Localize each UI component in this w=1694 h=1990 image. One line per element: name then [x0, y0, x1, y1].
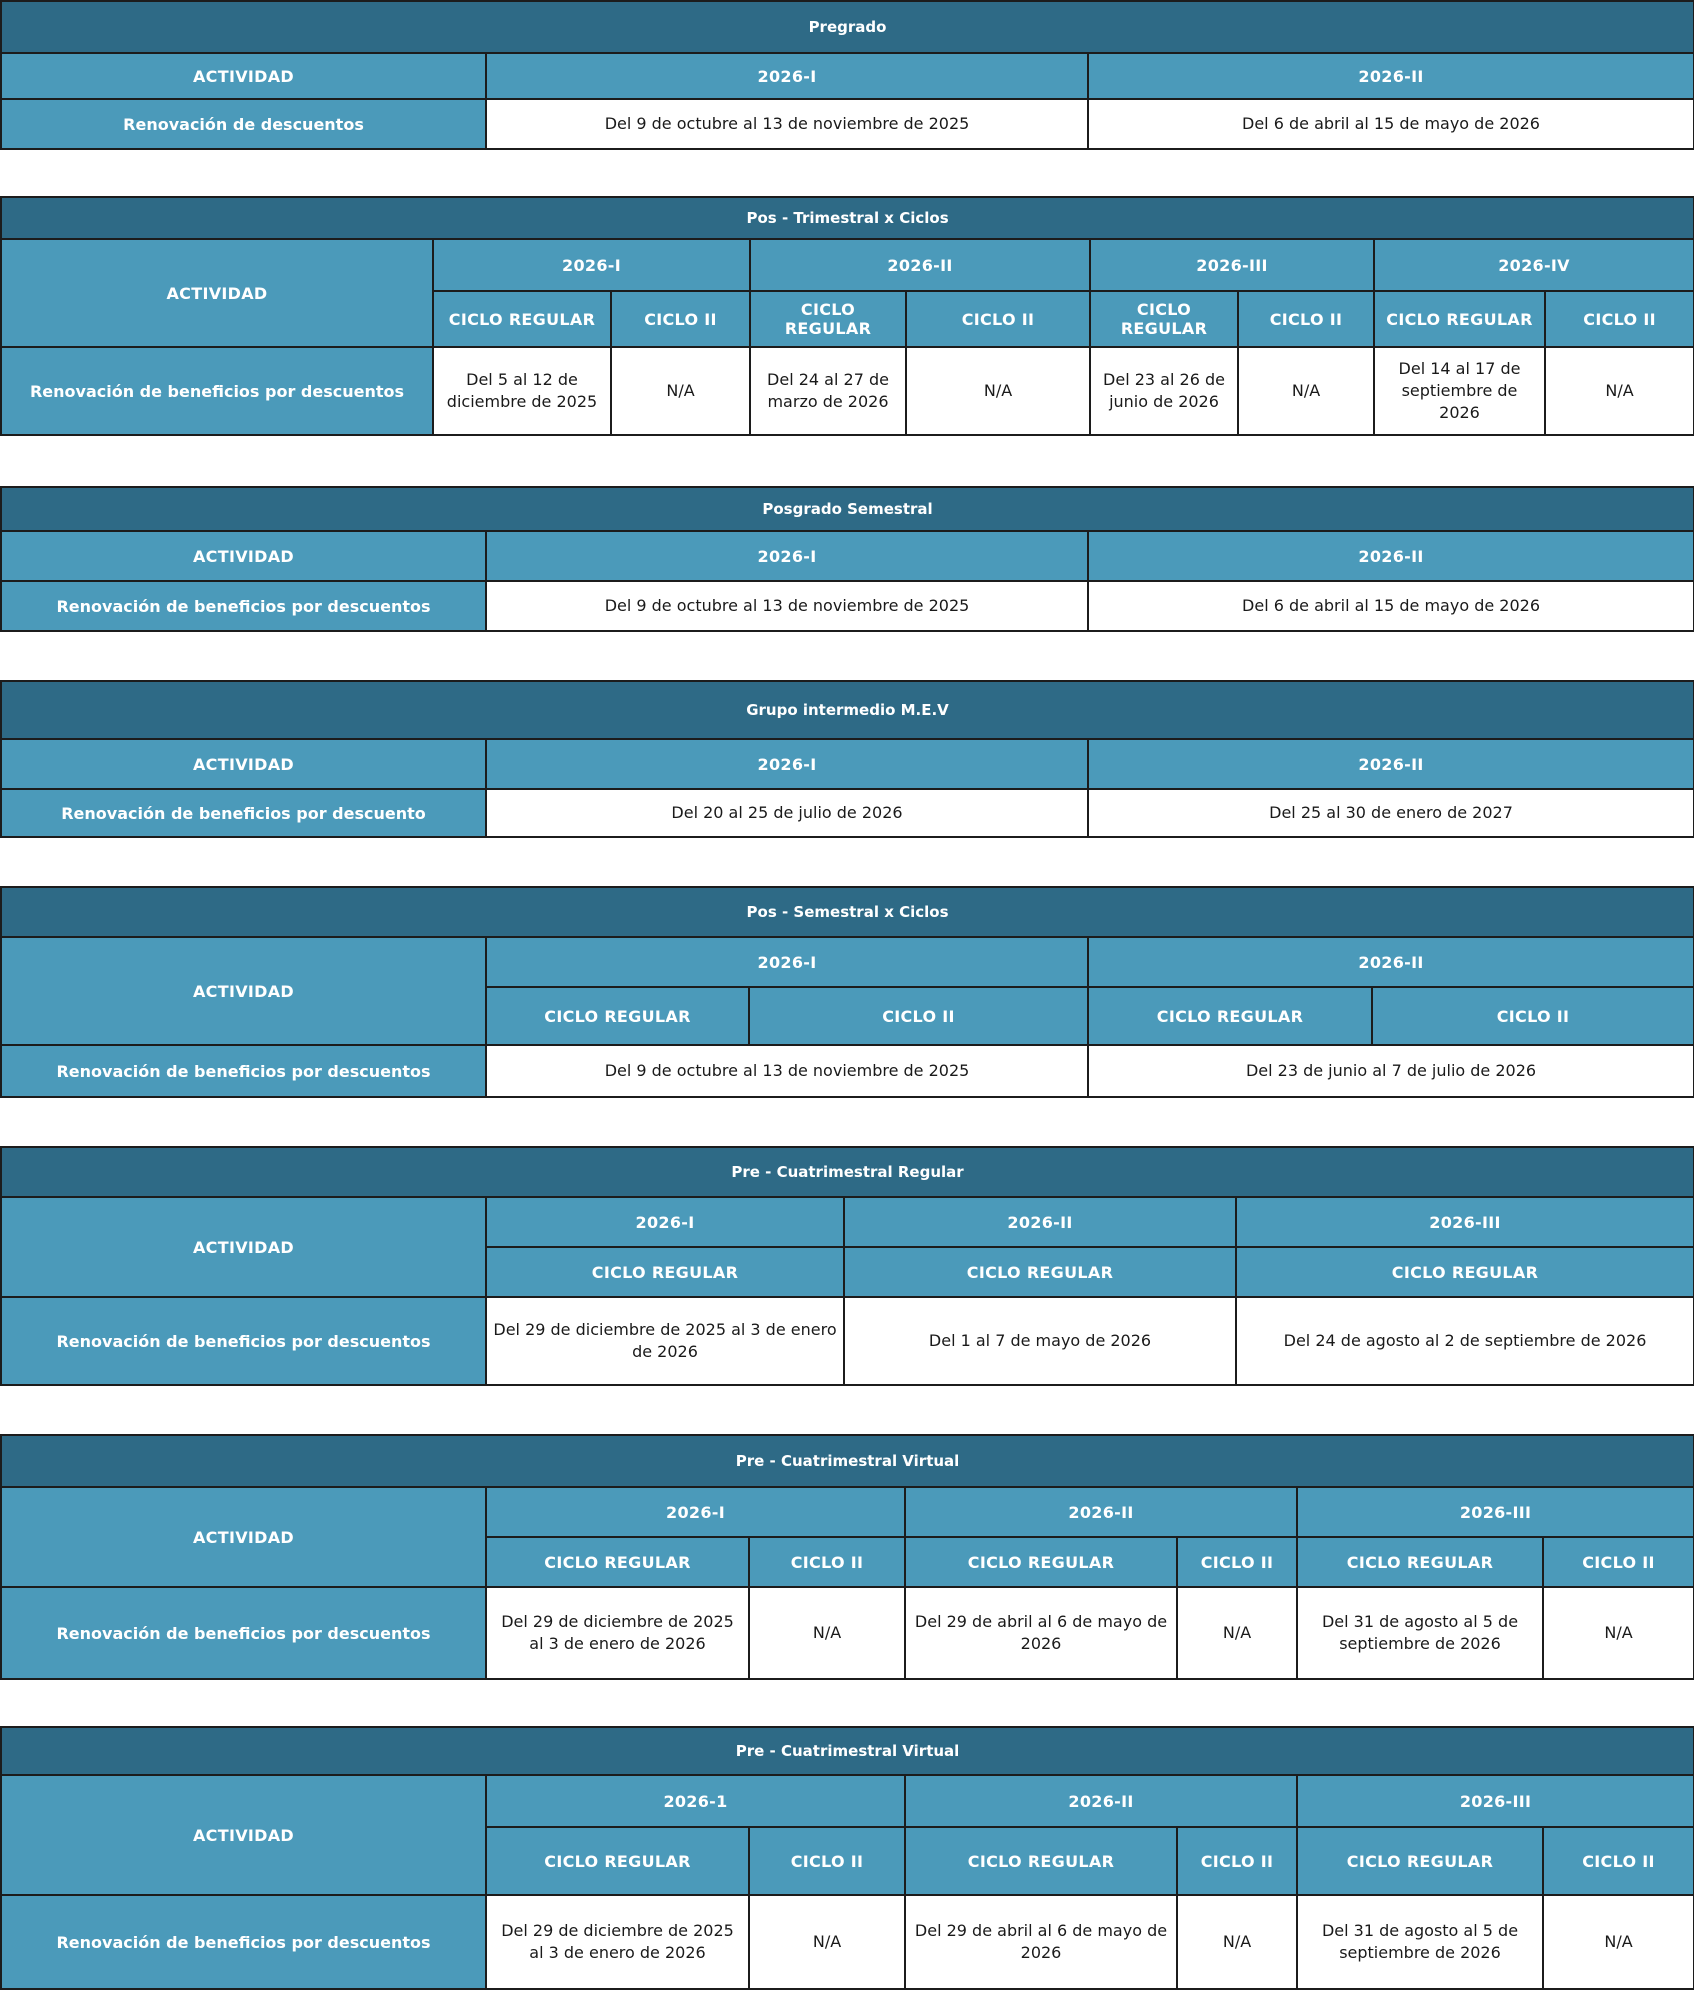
activity-label: Renovación de beneficios por descuentos — [1, 347, 433, 435]
cycle-header: CICLO REGULAR — [1088, 987, 1372, 1045]
period-header: 2026-I — [486, 739, 1088, 789]
period-header: 2026-III — [1236, 1197, 1694, 1247]
cycle-header: CICLO REGULAR — [486, 1247, 844, 1297]
table-pos-semestral-ciclos — [0, 886, 1694, 1098]
period-header: 2026-II — [905, 1487, 1297, 1537]
cycle-header: CICLO REGULAR — [844, 1247, 1236, 1297]
cycle-header: CICLO II — [1543, 1827, 1694, 1895]
cycle-header: CICLO REGULAR — [1297, 1537, 1543, 1587]
na-cell: N/A — [1543, 1895, 1694, 1989]
cycle-header: CICLO REGULAR — [1374, 291, 1545, 347]
date-cell: Del 9 de octubre al 13 de noviembre de 2025 — [486, 1045, 1088, 1097]
date-cell: Del 31 de agosto al 5 de septiembre de 2026 — [1297, 1587, 1543, 1679]
period-header: 2026-II — [750, 239, 1090, 291]
cycle-header: CICLO II — [1372, 987, 1694, 1045]
activity-label: Renovación de beneficios por descuentos — [1, 1045, 486, 1097]
activity-header: ACTIVIDAD — [1, 1487, 486, 1587]
cycle-header: CICLO REGULAR — [486, 1537, 749, 1587]
na-cell: N/A — [1177, 1587, 1297, 1679]
period-header: 2026-II — [1088, 739, 1694, 789]
cycle-header: CICLO II — [1177, 1537, 1297, 1587]
na-cell: N/A — [611, 347, 750, 435]
activity-label: Renovación de beneficios por descuentos — [1, 581, 486, 631]
activity-header: ACTIVIDAD — [1, 239, 433, 347]
cycle-header: CICLO REGULAR — [1297, 1827, 1543, 1895]
table-pre-cuatrimestral-regular — [0, 1146, 1694, 1386]
activity-header: ACTIVIDAD — [1, 1775, 486, 1895]
period-header: 2026-I — [486, 1197, 844, 1247]
cycle-header: CICLO REGULAR — [1090, 291, 1238, 347]
date-cell: Del 9 de octubre al 13 de noviembre de 2025 — [486, 581, 1088, 631]
cycle-header: CICLO II — [749, 1827, 905, 1895]
cycle-header: CICLO II — [1543, 1537, 1694, 1587]
table-title: Grupo intermedio M.E.V — [1, 681, 1694, 739]
cycle-header: CICLO REGULAR — [486, 987, 749, 1045]
cycle-header: CICLO II — [749, 1537, 905, 1587]
period-header: 2026-II — [844, 1197, 1236, 1247]
table-pos-trimestral — [0, 196, 1694, 436]
cycle-header: CICLO REGULAR — [1236, 1247, 1694, 1297]
table-pre-cuatrimestral-virtual-2 — [0, 1726, 1694, 1990]
period-header: 2026-I — [486, 1487, 905, 1537]
cycle-header: CICLO II — [1238, 291, 1374, 347]
period-header: 2026-IV — [1374, 239, 1694, 291]
table-title: Pre - Cuatrimestral Virtual — [1, 1435, 1694, 1487]
na-cell: N/A — [749, 1587, 905, 1679]
period-header: 2026-1 — [486, 1775, 905, 1827]
cycle-header: CICLO REGULAR — [905, 1537, 1177, 1587]
period-header: 2026-I — [486, 531, 1088, 581]
na-cell: N/A — [749, 1895, 905, 1989]
cycle-header: CICLO REGULAR — [905, 1827, 1177, 1895]
na-cell: N/A — [1545, 347, 1694, 435]
cycle-header: CICLO II — [611, 291, 750, 347]
period-header: 2026-II — [1088, 531, 1694, 581]
na-cell: N/A — [1238, 347, 1374, 435]
date-cell: Del 23 al 26 de junio de 2026 — [1090, 347, 1238, 435]
date-cell: Del 24 de agosto al 2 de septiembre de 2026 — [1236, 1297, 1694, 1385]
period-header: 2026-II — [1088, 937, 1694, 987]
cycle-header: CICLO II — [1545, 291, 1694, 347]
period-header: 2026-I — [486, 937, 1088, 987]
cycle-header: CICLO REGULAR — [750, 291, 906, 347]
date-cell: Del 5 al 12 de diciembre de 2025 — [433, 347, 611, 435]
period-header: 2026-III — [1297, 1775, 1694, 1827]
table-title: Pos - Semestral x Ciclos — [1, 887, 1694, 937]
table-title: Pregrado — [1, 1, 1694, 53]
activity-label: Renovación de beneficios por descuentos — [1, 1895, 486, 1989]
date-cell: Del 23 de junio al 7 de julio de 2026 — [1088, 1045, 1694, 1097]
table-title: Pre - Cuatrimestral Regular — [1, 1147, 1694, 1197]
period-header: 2026-I — [433, 239, 750, 291]
date-cell: Del 25 al 30 de enero de 2027 — [1088, 789, 1694, 837]
activity-label: Renovación de beneficios por descuento — [1, 789, 486, 837]
table-pregrado — [0, 0, 1694, 150]
date-cell: Del 29 de abril al 6 de mayo de 2026 — [905, 1895, 1177, 1989]
period-header: 2026-II — [905, 1775, 1297, 1827]
period-header: 2026-III — [1297, 1487, 1694, 1537]
activity-label: Renovación de beneficios por descuentos — [1, 1297, 486, 1385]
activity-header: ACTIVIDAD — [1, 739, 486, 789]
table-title: Pos - Trimestral x Ciclos — [1, 197, 1694, 239]
date-cell: Del 20 al 25 de julio de 2026 — [486, 789, 1088, 837]
table-pre-cuatrimestral-virtual — [0, 1434, 1694, 1680]
activity-header: ACTIVIDAD — [1, 53, 486, 99]
cycle-header: CICLO II — [749, 987, 1088, 1045]
date-cell: Del 14 al 17 de septiembre de 2026 — [1374, 347, 1545, 435]
table-grupo-intermedio — [0, 680, 1694, 838]
activity-header: ACTIVIDAD — [1, 1197, 486, 1297]
date-cell: Del 9 de octubre al 13 de noviembre de 2025 — [486, 99, 1088, 149]
table-posgrado-semestral — [0, 486, 1694, 632]
date-cell: Del 29 de diciembre de 2025 al 3 de enero de 2026 — [486, 1297, 844, 1385]
na-cell: N/A — [1177, 1895, 1297, 1989]
na-cell: N/A — [1543, 1587, 1694, 1679]
table-title: Pre - Cuatrimestral Virtual — [1, 1727, 1694, 1775]
date-cell: Del 29 de abril al 6 de mayo de 2026 — [905, 1587, 1177, 1679]
period-header: 2026-II — [1088, 53, 1694, 99]
period-header: 2026-I — [486, 53, 1088, 99]
table-title: Posgrado Semestral — [1, 487, 1694, 531]
cycle-header: CICLO II — [906, 291, 1090, 347]
activity-label: Renovación de beneficios por descuentos — [1, 1587, 486, 1679]
period-header: 2026-III — [1090, 239, 1374, 291]
date-cell: Del 1 al 7 de mayo de 2026 — [844, 1297, 1236, 1385]
date-cell: Del 29 de diciembre de 2025 al 3 de enero de 2026 — [486, 1587, 749, 1679]
activity-header: ACTIVIDAD — [1, 937, 486, 1045]
cycle-header: CICLO REGULAR — [486, 1827, 749, 1895]
na-cell: N/A — [906, 347, 1090, 435]
activity-header: ACTIVIDAD — [1, 531, 486, 581]
cycle-header: CICLO REGULAR — [433, 291, 611, 347]
date-cell: Del 31 de agosto al 5 de septiembre de 2026 — [1297, 1895, 1543, 1989]
activity-label: Renovación de descuentos — [1, 99, 486, 149]
date-cell: Del 6 de abril al 15 de mayo de 2026 — [1088, 581, 1694, 631]
date-cell: Del 24 al 27 de marzo de 2026 — [750, 347, 906, 435]
date-cell: Del 6 de abril al 15 de mayo de 2026 — [1088, 99, 1694, 149]
cycle-header: CICLO II — [1177, 1827, 1297, 1895]
date-cell: Del 29 de diciembre de 2025 al 3 de enero de 2026 — [486, 1895, 749, 1989]
